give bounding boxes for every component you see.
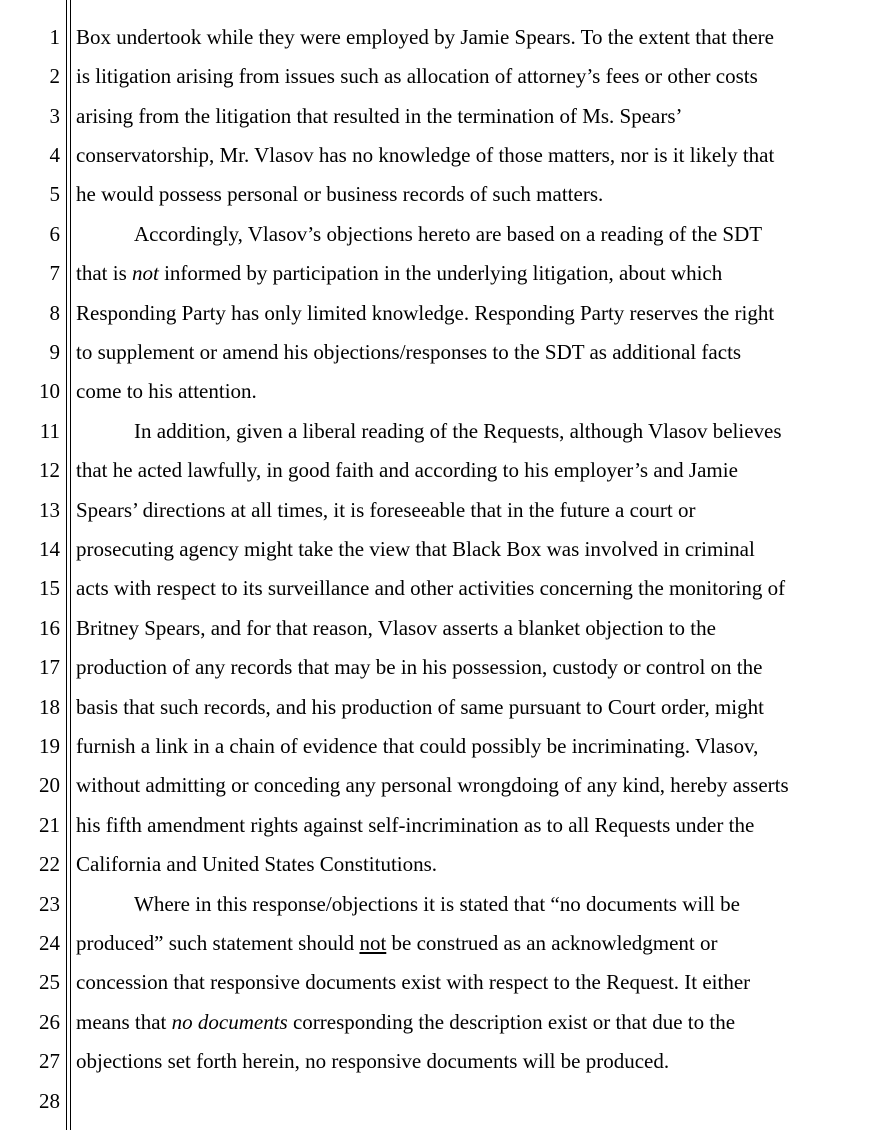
text-run: means that bbox=[76, 1010, 172, 1034]
line-number: 19 bbox=[39, 734, 60, 758]
body-line: that he acted lawfully, in good faith and according to his employer’s and Jamie bbox=[76, 458, 738, 482]
text-run: be construed as an acknowledgment or bbox=[386, 931, 718, 955]
body-line: In addition, given a liberal reading of the Requests, although Vlasov believes bbox=[134, 419, 782, 443]
line-number: 4 bbox=[49, 143, 60, 167]
line-number: 10 bbox=[39, 379, 60, 403]
line-number: 24 bbox=[39, 931, 60, 955]
line-number: 12 bbox=[39, 458, 60, 482]
underlined-emphasis: not bbox=[359, 931, 387, 955]
line-number: 3 bbox=[49, 104, 60, 128]
line-number: 8 bbox=[49, 301, 60, 325]
body-line: Britney Spears, and for that reason, Vlasov asserts a blanket objection to the bbox=[76, 616, 716, 640]
body-line: Where in this response/objections it is stated that “no documents will be bbox=[134, 892, 740, 916]
body-line: Accordingly, Vlasov’s objections hereto are based on a reading of the SDT bbox=[134, 222, 763, 246]
body-line bbox=[76, 1010, 876, 1034]
line-number: 28 bbox=[39, 1089, 60, 1113]
body-line: furnish a link in a chain of evidence that could possibly be incriminating. Vlasov, bbox=[76, 734, 759, 758]
body-line: his fifth amendment rights against self-incrimination as to all Requests under the bbox=[76, 813, 755, 837]
text-run: that is bbox=[76, 261, 132, 285]
body-line: objections set forth herein, no responsive documents will be produced. bbox=[76, 1049, 670, 1073]
text-run: informed by participation in the underlying litigation, about which bbox=[158, 261, 723, 285]
line-number: 25 bbox=[39, 970, 60, 994]
italic-emphasis: no documents bbox=[171, 1010, 288, 1034]
line-number: 7 bbox=[49, 261, 60, 285]
body-line: acts with respect to its surveillance and other activities concerning the monitoring of bbox=[76, 576, 786, 600]
line-number: 20 bbox=[39, 773, 60, 797]
line-number: 17 bbox=[39, 655, 60, 679]
body-line: California and United States Constitutions. bbox=[76, 852, 438, 876]
line-number: 1 bbox=[49, 25, 60, 49]
line-number: 14 bbox=[39, 537, 60, 561]
body-line: production of any records that may be in his possession, custody or control on the bbox=[76, 655, 763, 679]
body-line: without admitting or conceding any personal wrongdoing of any kind, hereby asserts bbox=[76, 773, 789, 797]
body-line: arising from the litigation that resulted in the termination of Ms. Spears’ bbox=[76, 104, 683, 128]
body-line: come to his attention. bbox=[76, 379, 257, 403]
margin-rule-left bbox=[66, 0, 67, 1130]
line-number: 6 bbox=[49, 222, 60, 246]
body-line: basis that such records, and his production of same pursuant to Court order, might bbox=[76, 695, 764, 719]
body-line: is litigation arising from issues such as allocation of attorney’s fees or other costs bbox=[76, 64, 758, 88]
body-line: to supplement or amend his objections/responses to the SDT as additional facts bbox=[76, 340, 742, 364]
line-number: 23 bbox=[39, 892, 60, 916]
line-number: 2 bbox=[49, 64, 60, 88]
line-number: 5 bbox=[49, 182, 60, 206]
body-line: Spears’ directions at all times, it is foreseeable that in the future a court or bbox=[76, 498, 696, 522]
body-line bbox=[76, 931, 876, 955]
line-number: 22 bbox=[39, 852, 60, 876]
margin-rule-right bbox=[70, 0, 71, 1130]
body-line: conservatorship, Mr. Vlasov has no knowledge of those matters, nor is it likely that bbox=[76, 143, 775, 167]
italic-emphasis: not bbox=[132, 261, 159, 285]
line-number: 18 bbox=[39, 695, 60, 719]
line-number: 16 bbox=[39, 616, 60, 640]
text-run: corresponding the description exist or that due to the bbox=[287, 1010, 736, 1034]
body-line: Box undertook while they were employed by Jamie Spears. To the extent that there bbox=[76, 25, 774, 49]
line-number: 13 bbox=[39, 498, 60, 522]
line-number: 11 bbox=[39, 419, 60, 443]
line-number: 26 bbox=[39, 1010, 60, 1034]
line-number: 21 bbox=[39, 813, 60, 837]
line-number: 9 bbox=[49, 340, 60, 364]
body-line: Responding Party has only limited knowledge. Responding Party reserves the right bbox=[76, 301, 775, 325]
body-line bbox=[76, 261, 876, 285]
line-number: 15 bbox=[39, 576, 60, 600]
body-line: he would possess personal or business records of such matters. bbox=[76, 182, 604, 206]
body-line: prosecuting agency might take the view that Black Box was involved in criminal bbox=[76, 537, 755, 561]
text-run: produced” such statement should bbox=[76, 931, 360, 955]
body-line: concession that responsive documents exist with respect to the Request. It either bbox=[76, 970, 751, 994]
line-number: 27 bbox=[39, 1049, 60, 1073]
